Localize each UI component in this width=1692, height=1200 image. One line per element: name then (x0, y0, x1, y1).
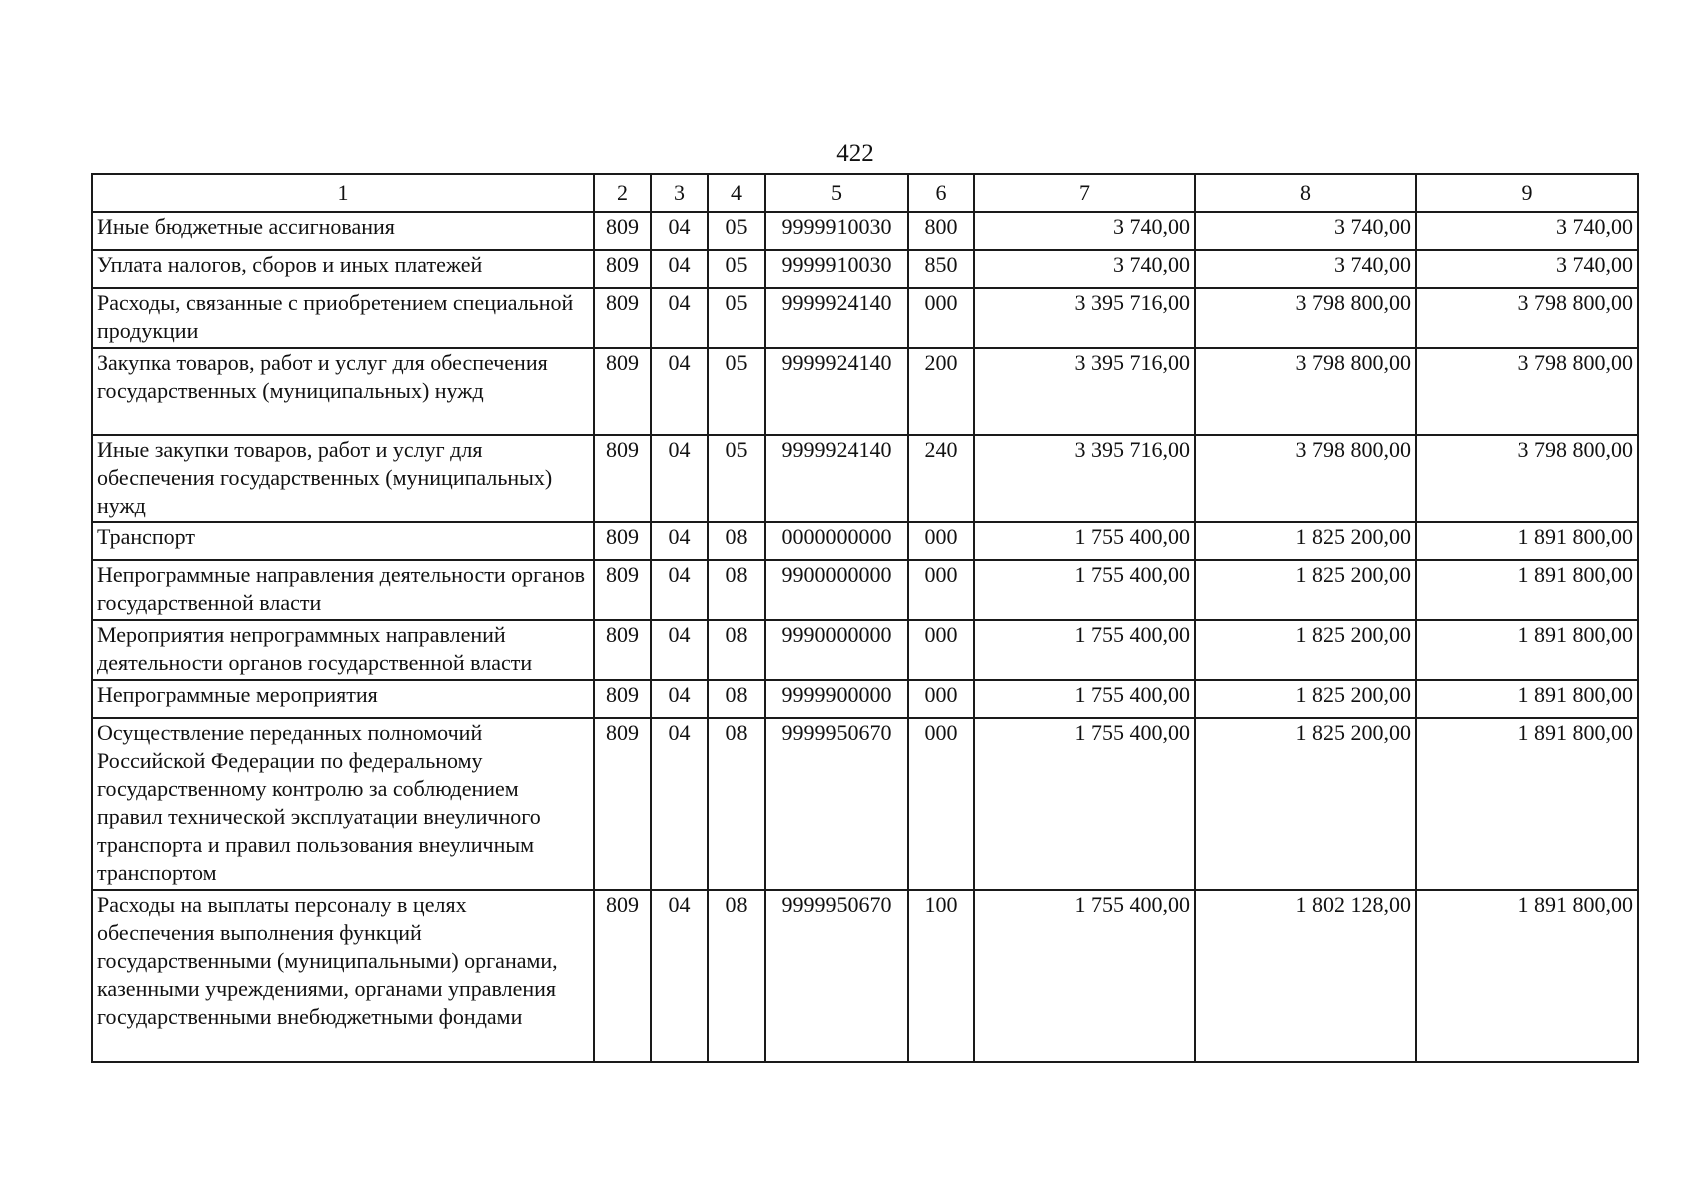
row-code-4: 08 (708, 560, 765, 620)
row-code-4: 05 (708, 288, 765, 348)
row-code-5: 9999950670 (765, 718, 908, 890)
row-code-4: 08 (708, 718, 765, 890)
row-name: Расходы, связанные с приобретением специальной продукции (92, 288, 594, 348)
table-row (92, 890, 1638, 1062)
row-code-2: 809 (594, 522, 651, 560)
row-amount-8: 1 825 200,00 (1195, 620, 1416, 680)
row-name: Мероприятия непрограммных направлений деятельности органов государственной власти (92, 620, 594, 680)
row-amount-9: 3 798 800,00 (1416, 288, 1638, 348)
row-code-2: 809 (594, 890, 651, 1062)
row-amount-7: 1 755 400,00 (974, 890, 1195, 1062)
row-code-5: 9999910030 (765, 212, 908, 250)
row-amount-9: 1 891 800,00 (1416, 890, 1638, 1062)
row-amount-7: 3 740,00 (974, 250, 1195, 288)
table-row (92, 212, 1638, 250)
row-code-6: 000 (908, 522, 974, 560)
header-cell: 2 (594, 174, 651, 212)
row-amount-9: 1 891 800,00 (1416, 620, 1638, 680)
row-code-5: 9990000000 (765, 620, 908, 680)
header-cell: 6 (908, 174, 974, 212)
row-code-3: 04 (651, 250, 708, 288)
row-code-4: 05 (708, 250, 765, 288)
row-code-6: 850 (908, 250, 974, 288)
row-name: Закупка товаров, работ и услуг для обеспечения государственных (муниципальных) нужд (92, 348, 594, 435)
row-amount-8: 1 825 200,00 (1195, 522, 1416, 560)
row-code-5: 9999900000 (765, 680, 908, 718)
page-number: 422 (836, 140, 874, 167)
row-name: Уплата налогов, сборов и иных платежей (92, 250, 594, 288)
row-code-6: 000 (908, 620, 974, 680)
row-code-4: 05 (708, 435, 765, 522)
table-row (92, 288, 1638, 348)
row-amount-9: 1 891 800,00 (1416, 680, 1638, 718)
row-code-4: 05 (708, 348, 765, 435)
header-cell: 1 (92, 174, 594, 212)
header-cell: 8 (1195, 174, 1416, 212)
row-code-4: 08 (708, 890, 765, 1062)
row-code-5: 9999924140 (765, 288, 908, 348)
header-cell: 5 (765, 174, 908, 212)
row-amount-8: 3 740,00 (1195, 250, 1416, 288)
row-code-6: 800 (908, 212, 974, 250)
row-name: Непрограммные мероприятия (92, 680, 594, 718)
row-amount-9: 3 740,00 (1416, 250, 1638, 288)
row-code-3: 04 (651, 890, 708, 1062)
row-amount-9: 3 740,00 (1416, 212, 1638, 250)
row-code-6: 000 (908, 680, 974, 718)
row-amount-8: 3 798 800,00 (1195, 348, 1416, 435)
table-row (92, 718, 1638, 890)
row-amount-9: 3 798 800,00 (1416, 348, 1638, 435)
table-row (92, 620, 1638, 680)
row-name: Непрограммные направления деятельности органов государственной власти (92, 560, 594, 620)
table-row (92, 680, 1638, 718)
row-amount-7: 3 740,00 (974, 212, 1195, 250)
row-amount-7: 3 395 716,00 (974, 348, 1195, 435)
row-code-6: 000 (908, 560, 974, 620)
row-code-3: 04 (651, 680, 708, 718)
row-amount-8: 3 740,00 (1195, 212, 1416, 250)
row-code-3: 04 (651, 560, 708, 620)
row-code-2: 809 (594, 718, 651, 890)
row-amount-8: 1 825 200,00 (1195, 560, 1416, 620)
row-code-4: 08 (708, 680, 765, 718)
row-name: Осуществление переданных полномочий Российской Федерации по федеральному государственному контролю за соблюдением правил технической эксплуатации внеуличного транспорта и правил пользования внеуличным транспортом (92, 718, 594, 890)
row-amount-9: 3 798 800,00 (1416, 435, 1638, 522)
row-code-3: 04 (651, 212, 708, 250)
row-code-3: 04 (651, 348, 708, 435)
row-code-4: 05 (708, 212, 765, 250)
header-cell: 3 (651, 174, 708, 212)
row-amount-9: 1 891 800,00 (1416, 718, 1638, 890)
row-amount-8: 1 802 128,00 (1195, 890, 1416, 1062)
table-row (92, 348, 1638, 435)
row-name: Иные бюджетные ассигнования (92, 212, 594, 250)
row-amount-7: 3 395 716,00 (974, 288, 1195, 348)
row-amount-7: 1 755 400,00 (974, 718, 1195, 890)
row-code-6: 240 (908, 435, 974, 522)
header-cell: 7 (974, 174, 1195, 212)
row-code-6: 200 (908, 348, 974, 435)
row-code-2: 809 (594, 250, 651, 288)
row-name: Иные закупки товаров, работ и услуг для обеспечения государственных (муниципальных) нужд (92, 435, 594, 522)
row-code-2: 809 (594, 620, 651, 680)
header-cell: 4 (708, 174, 765, 212)
row-code-5: 9999924140 (765, 435, 908, 522)
row-amount-9: 1 891 800,00 (1416, 560, 1638, 620)
row-code-3: 04 (651, 522, 708, 560)
header-row (92, 174, 1638, 212)
row-code-5: 9999910030 (765, 250, 908, 288)
table-row (92, 250, 1638, 288)
row-code-2: 809 (594, 560, 651, 620)
row-code-3: 04 (651, 620, 708, 680)
row-code-2: 809 (594, 348, 651, 435)
row-amount-7: 1 755 400,00 (974, 522, 1195, 560)
row-code-5: 9999924140 (765, 348, 908, 435)
row-name: Транспорт (92, 522, 594, 560)
row-code-5: 9999950670 (765, 890, 908, 1062)
row-code-2: 809 (594, 680, 651, 718)
row-amount-8: 1 825 200,00 (1195, 680, 1416, 718)
row-amount-7: 1 755 400,00 (974, 620, 1195, 680)
row-amount-8: 3 798 800,00 (1195, 288, 1416, 348)
table-row (92, 560, 1638, 620)
row-amount-7: 1 755 400,00 (974, 560, 1195, 620)
table-row (92, 435, 1638, 522)
budget-table (91, 173, 1639, 1063)
row-amount-9: 1 891 800,00 (1416, 522, 1638, 560)
row-code-2: 809 (594, 288, 651, 348)
row-code-4: 08 (708, 620, 765, 680)
row-amount-7: 1 755 400,00 (974, 680, 1195, 718)
row-code-3: 04 (651, 718, 708, 890)
row-amount-8: 1 825 200,00 (1195, 718, 1416, 890)
row-code-4: 08 (708, 522, 765, 560)
table-row (92, 522, 1638, 560)
row-name: Расходы на выплаты персоналу в целях обеспечения выполнения функций государственными (муниципальными) органами, казенными учреждениями, органами управления государственными внебюджетными фондами (92, 890, 594, 1062)
row-code-2: 809 (594, 435, 651, 522)
row-code-3: 04 (651, 288, 708, 348)
row-code-3: 04 (651, 435, 708, 522)
row-amount-8: 3 798 800,00 (1195, 435, 1416, 522)
row-code-6: 100 (908, 890, 974, 1062)
row-code-6: 000 (908, 288, 974, 348)
row-code-5: 0000000000 (765, 522, 908, 560)
row-amount-7: 3 395 716,00 (974, 435, 1195, 522)
row-code-5: 9900000000 (765, 560, 908, 620)
row-code-2: 809 (594, 212, 651, 250)
header-cell: 9 (1416, 174, 1638, 212)
row-code-6: 000 (908, 718, 974, 890)
